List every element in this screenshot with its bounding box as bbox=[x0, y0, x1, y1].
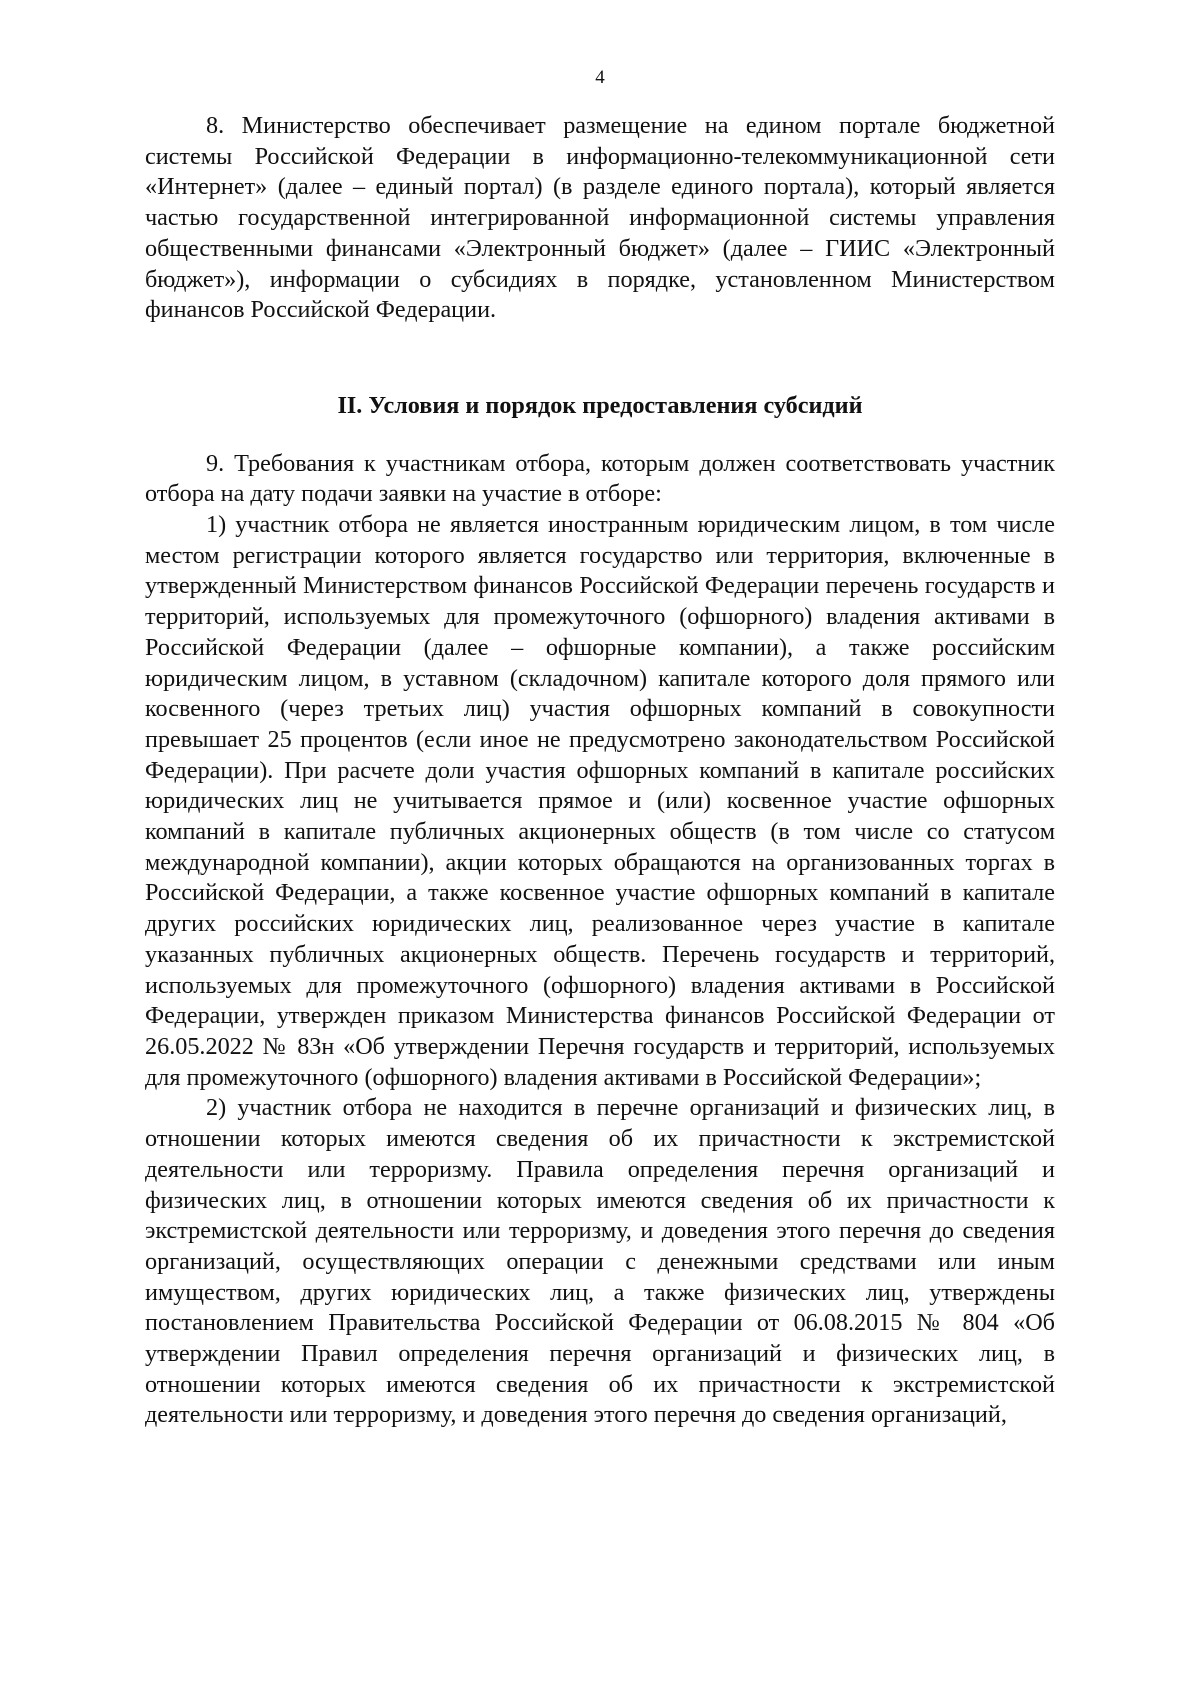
list-item-1: 1) участник отбора не является иностранным юридическим лицом, в том числе местом регистрации которого является государство или территория, включенные в утвержденный Министерством финансов Российской Федерации перечень государств и территорий, используемых для промежуточного (офшорного) владения активами в Российской Федерации (далее – офшорные компании), а также российским юридическим лицом, в уставном (складочном) капитале которого доля прямого или косвенного (через третьих лиц) участия офшорных компаний в совокупности превышает 25 процентов (если иное не предусмотрено законодательством Российской Федерации). При расчете доли участия офшорных компаний в капитале российских юридических лиц не учитывается прямое и (или) косвенное участие офшорных компаний в капитале публичных акционерных обществ (в том числе со статусом международной компании), акции которых обращаются на организованных торгах в Российской Федерации, а также косвенное участие офшорных компаний в капитале других российских юридических лиц, реализованное через участие в капитале указанных публичных акционерных обществ. Перечень государств и территорий, используемых для промежуточного (офшорного) владения активами в Российской Федерации, утвержден приказом Министерства финансов Российской Федерации от 26.05.2022 № 83н «Об утверждении Перечня государств и территорий, используемых для промежуточного (офшорного) владения активами в Российской Федерации»; bbox=[145, 511, 1055, 1091]
paragraph-8: 8. Министерство обеспечивает размещение на едином портале бюджетной системы Российской Федерации в информационно-телекоммуникационной сети «Интернет» (далее – единый портал) (в разделе единого портала), который является частью государственной интегрированной информационной системы управления общественными финансами «Электронный бюджет» (далее – ГИИС «Электронный бюджет»), информации о субсидиях в порядке, установленном Министерством финансов Российской Федерации. bbox=[145, 112, 1055, 324]
list-item-2: 2) участник отбора не находится в перечне организаций и физических лиц, в отношении которых имеются сведения об их причастности к экстремистской деятельности или терроризму. Правила определения перечня организаций и физических лиц, в отношении которых имеются сведения об их причастности к экстремистской деятельности или терроризму, и доведения этого перечня до сведения организаций, осуществляющих операции с денежными средствами или иным имуществом, других юридических лиц, а также физических лиц, утверждены постановлением Правительства Российской Федерации от 06.08.2015 № 804 «Об утверждении Правил определения перечня организаций и физических лиц, в отношении которых имеются сведения об их причастности к экстремистской деятельности или терроризму, и доведения этого перечня до сведения организаций, bbox=[145, 1094, 1055, 1429]
page-number: 4 bbox=[595, 67, 605, 88]
document-body bbox=[145, 111, 1055, 1431]
section-heading: II. Условия и порядок предоставления субсидий bbox=[337, 391, 863, 419]
paragraph-9: 9. Требования к участникам отбора, которым должен соответствовать участник отбора на дату подачи заявки на участие в отборе: bbox=[145, 449, 1055, 508]
